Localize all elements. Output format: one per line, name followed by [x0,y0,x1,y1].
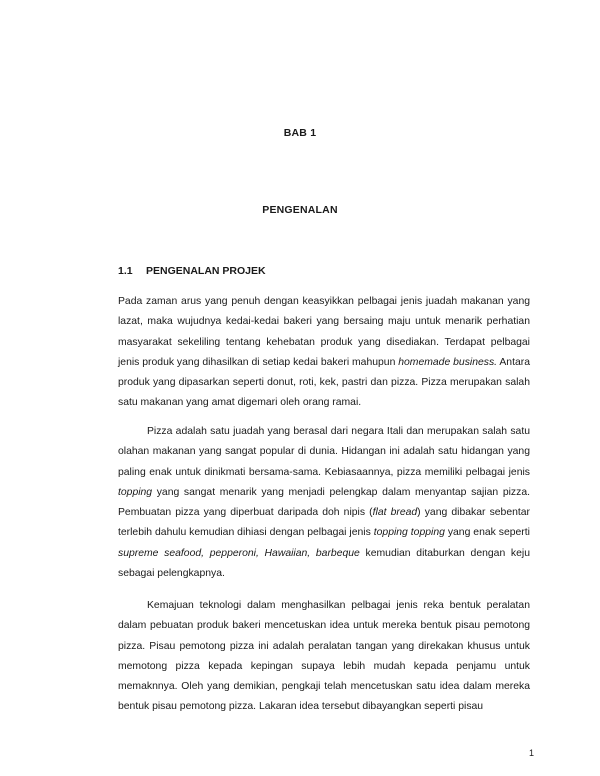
section-title: PENGENALAN PROJEK [146,265,266,277]
italic-term: topping topping [373,527,445,539]
chapter-title: PENGENALAN [262,204,338,216]
paragraph-text: Antara produk yang dipasarkan seperti donut, roti, kek, pastri dan pizza. Pizza merupakan salah satu makanan yang amat digemari oleh orang ramai. [118,356,530,409]
italic-term: flat bread [372,507,418,519]
italic-term: supreme seafood, pepperoni, Hawaiian, barbeque [118,547,360,559]
paragraph-1 [118,292,530,414]
italic-term: homemade business. [398,356,498,368]
paragraph-text: Pada zaman arus yang penuh dengan keasyikkan pelbagai jenis juadah makanan yang lazat, maka wujudnya kedai-kedai bakeri yang bersaing maju untuk menarik perhatian masyarakat sekeliling tentang kehebatan produk yang disediakan. Terdapat pelbagai jenis produk yang dihasilkan di setiap kedai bakeri mahupun [118,296,530,368]
paragraph-3 [118,596,530,718]
paragraph-text: yang sangat menarik yang menjadi pelengkap dalam menyantap sajian pizza. Pembuatan pizza yang diperbuat daripada doh nipis ( [118,486,530,519]
section-heading [118,265,266,277]
paragraph-text: Kemajuan teknologi dalam menghasilkan pelbagai jenis reka bentuk peralatan dalam pebuatan produk bakeri mencetuskan idea untuk mereka bentuk pisau pemotong pizza. Pisau pemotong pizza ini adalah peralatan tangan yang direkakan khusus untuk memotong pizza kepada kepingan supaya lebih mudah kepada penjamu untuk memaknnya. Oleh yang demikian, pengkaji telah mencetuskan satu idea dalam mereka bentuk pisau pemotong pizza. Lakaran idea tersebut dibayangkan seperti pisau [118,600,530,713]
paragraph-text: ) yang dibakar sebentar terlebih dahulu kemudian dihiasi dengan pelbagai jenis [118,507,531,539]
paragraph-text: yang enak seperti [444,527,530,539]
paragraph-text: Pizza adalah satu juadah yang berasal dari negara Itali dan merupakan salah satu olahan makanan yang sangat popular di dunia. Hidangan ini adalah satu hidangan yang paling enak untuk dinikmati bersama-sama. Kebiasaannya, pizza memiliki pelbagai jenis [118,426,530,478]
paragraph-text: kemudian ditaburkan dengan keju sebagai pelengkapnya. [118,547,530,580]
italic-term: topping [118,486,153,498]
paragraph-2 [118,422,530,584]
section-number: 1.1 [118,265,133,277]
chapter-number: BAB 1 [283,127,317,139]
page-number: 1 [528,748,534,758]
